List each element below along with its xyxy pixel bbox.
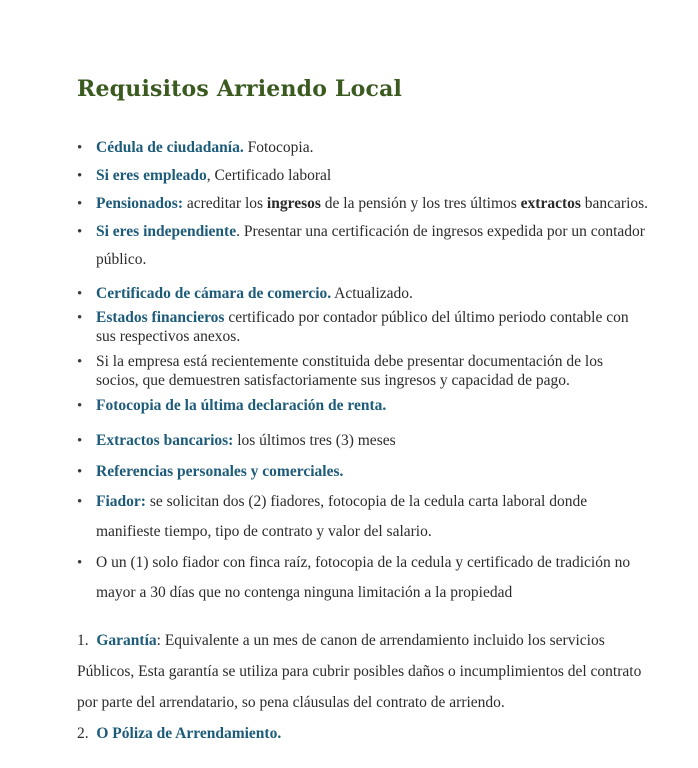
list-item bbox=[77, 396, 387, 416]
list-item bbox=[77, 194, 649, 214]
item-text: : Equivalente a un mes de canon de arrendamiento incluido los servicios bbox=[156, 632, 605, 649]
item-text: de la pensión y los tres últimos bbox=[320, 195, 521, 212]
item-heading: Fotocopia de la última declaración de renta. bbox=[96, 397, 387, 414]
numbered-item bbox=[77, 724, 281, 744]
item-heading: Estados financieros bbox=[96, 309, 225, 326]
bullet: • bbox=[77, 555, 83, 571]
keyword: ingresos bbox=[266, 195, 321, 212]
item-text: bancarios. bbox=[580, 195, 649, 212]
bullet: • bbox=[77, 168, 83, 184]
list-item bbox=[77, 352, 603, 372]
bullet: • bbox=[77, 196, 83, 212]
item-heading: Fiador: bbox=[96, 493, 146, 510]
list-item bbox=[77, 431, 396, 451]
item-heading: Pensionados: bbox=[96, 195, 183, 212]
bullet: • bbox=[77, 354, 83, 370]
numbered-item bbox=[77, 631, 605, 651]
item-heading: Certificado de cámara de comercio. bbox=[96, 285, 332, 302]
item-text: se solicitan dos (2) fiadores, fotocopia de la cedula carta laboral donde bbox=[145, 493, 588, 510]
bullet: • bbox=[77, 433, 83, 449]
item-text-continuation: socios, que demuestren satisfactoriamente sus ingresos y capacidad de pago. bbox=[96, 372, 570, 389]
item-heading: Garantía bbox=[96, 632, 157, 649]
item-text-continuation: manifieste tiempo, tipo de contrato y valor del salario. bbox=[96, 523, 432, 540]
item-text: certificado por contador público del último periodo contable con bbox=[224, 309, 629, 326]
bullet: • bbox=[77, 464, 83, 480]
item-text: Fotocopia. bbox=[243, 139, 314, 156]
keyword: extractos bbox=[520, 195, 581, 212]
list-item bbox=[77, 553, 631, 573]
item-heading: Si eres empleado bbox=[96, 167, 207, 184]
item-text: . Presentar una certificación de ingresos expedida por un contador bbox=[236, 223, 645, 240]
item-heading: Referencias personales y comerciales. bbox=[96, 463, 344, 480]
bullet: • bbox=[77, 310, 83, 326]
list-item bbox=[77, 222, 645, 242]
list-item bbox=[77, 308, 629, 328]
list-item bbox=[77, 166, 332, 186]
item-text: Si la empresa está recientemente constituida debe presentar documentación de los bbox=[96, 353, 603, 370]
list-item bbox=[77, 462, 344, 482]
item-heading: Cédula de ciudadanía. bbox=[96, 139, 244, 156]
bullet: • bbox=[77, 494, 83, 510]
item-heading: O Póliza de Arrendamiento. bbox=[96, 725, 282, 742]
item-text-continuation: por parte del arrendatario, so pena cláusulas del contrato de arriendo. bbox=[77, 694, 505, 711]
bullet: • bbox=[77, 224, 83, 240]
item-text-continuation: mayor a 30 días que no contenga ninguna limitación a la propiedad bbox=[96, 584, 513, 601]
item-text: Actualizado. bbox=[331, 285, 413, 302]
bullet: • bbox=[77, 398, 83, 414]
item-text: , Certificado laboral bbox=[206, 167, 332, 184]
item-heading: Si eres independiente bbox=[96, 223, 237, 240]
item-number: 1. bbox=[77, 632, 89, 649]
item-text: los últimos tres (3) meses bbox=[233, 432, 396, 449]
page-title: Requisitos Arriendo Local bbox=[77, 76, 403, 102]
item-text-continuation: Públicos, Esta garantía se utiliza para cubrir posibles daños o incumplimientos del contrato bbox=[77, 663, 642, 680]
bullet: • bbox=[77, 286, 83, 302]
item-heading: Extractos bancarios: bbox=[96, 432, 234, 449]
list-item bbox=[77, 492, 588, 512]
item-text-continuation: público. bbox=[96, 251, 147, 268]
item-number: 2. bbox=[77, 725, 89, 742]
item-text: acreditar los bbox=[183, 195, 267, 212]
list-item bbox=[77, 284, 413, 304]
bullet: • bbox=[77, 140, 83, 156]
list-item bbox=[77, 138, 314, 158]
item-text: O un (1) solo fiador con finca raíz, fotocopia de la cedula y certificado de tradición no bbox=[96, 554, 631, 571]
item-text-continuation: sus respectivos anexos. bbox=[96, 328, 241, 345]
